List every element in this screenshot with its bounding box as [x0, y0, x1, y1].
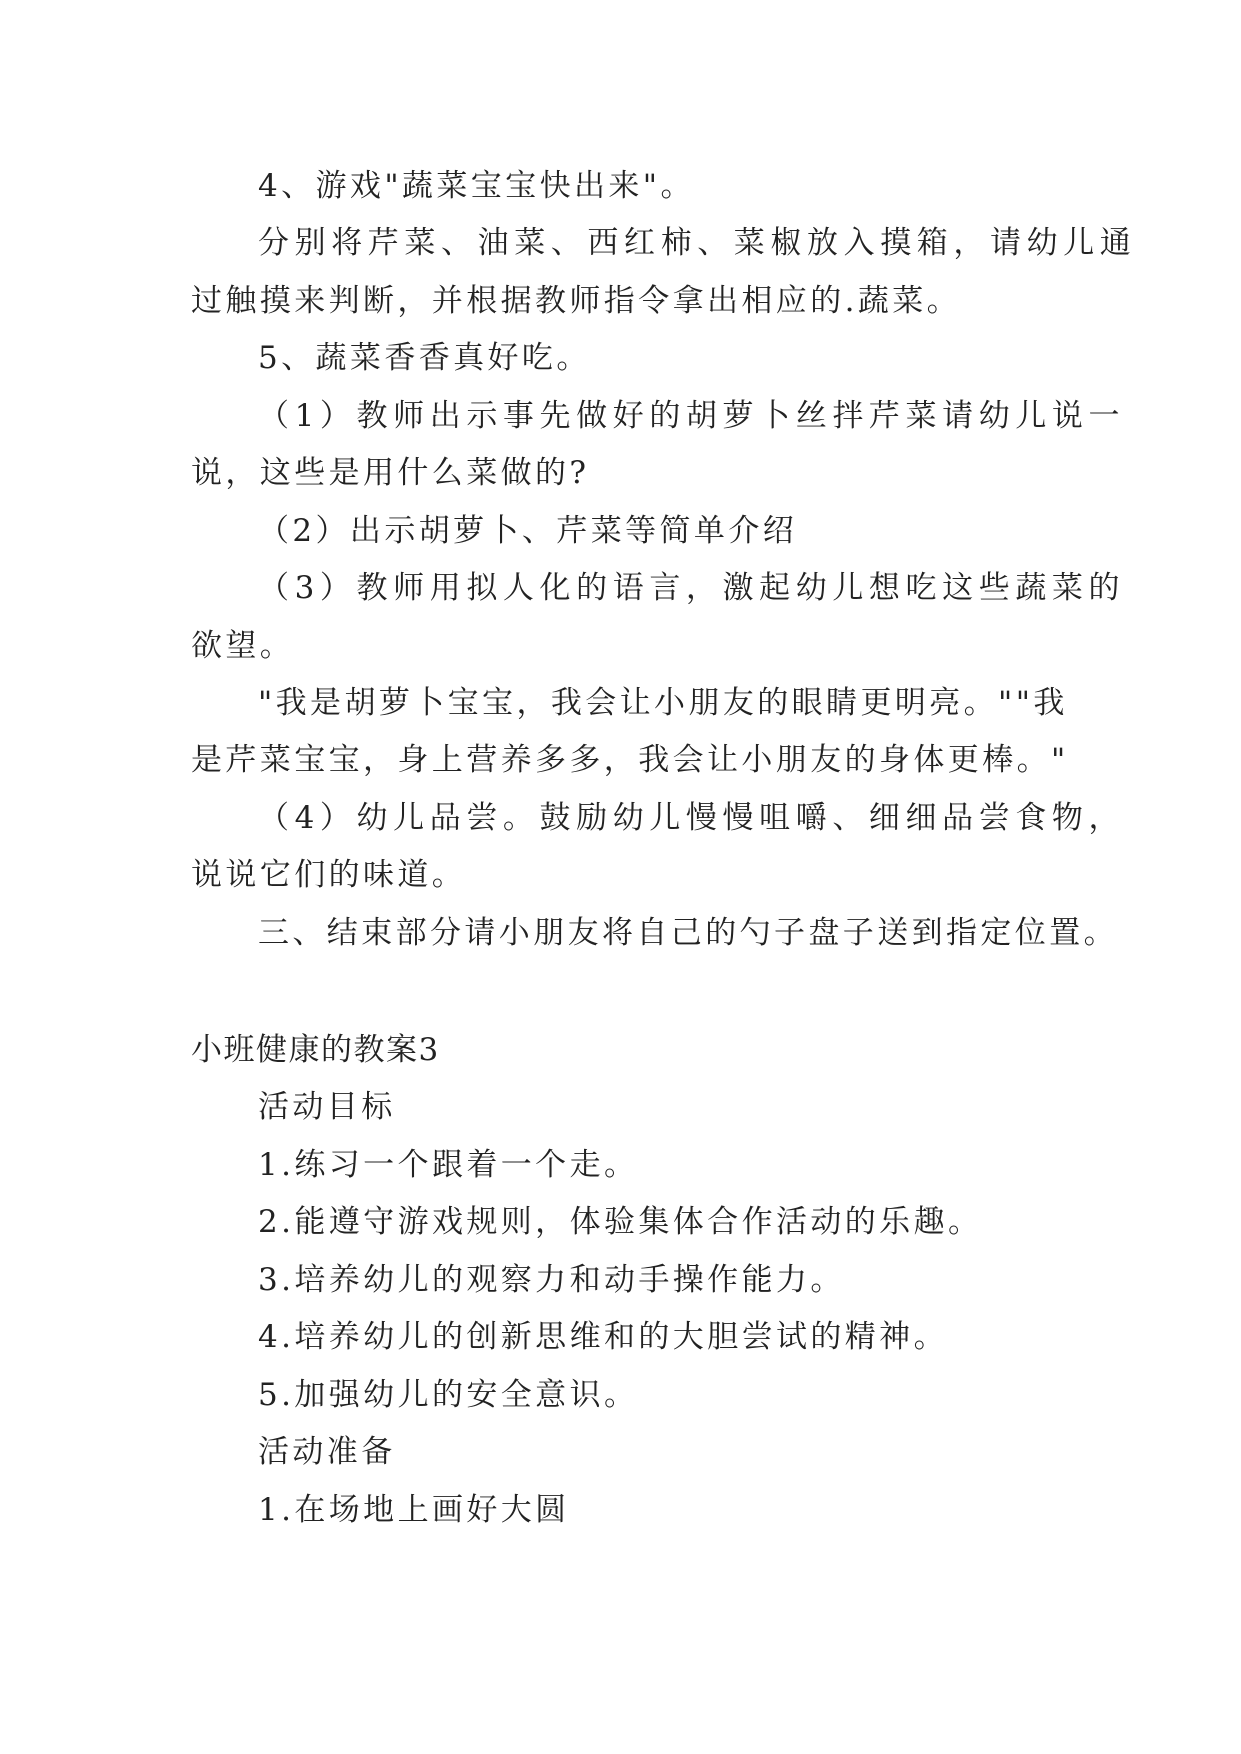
paragraph-line: 说，这些是用什么菜做的? [191, 455, 590, 491]
list-item: 3.培养幼儿的观察力和动手操作能力。 [258, 1262, 845, 1298]
list-item: 1.练习一个跟着一个走。 [258, 1147, 639, 1183]
list-item: 4.培养幼儿的创新思维和的大胆尝试的精神。 [258, 1319, 948, 1355]
paragraph-line: 4、游戏"蔬菜宝宝快出来"。 [258, 168, 695, 204]
paragraph-line: 5、蔬菜香香真好吃。 [258, 340, 591, 376]
paragraph-line: "我是胡萝卜宝宝，我会让小朋友的眼睛更明亮。""我 [258, 685, 1068, 721]
paragraph-line: 说说它们的味道。 [191, 857, 467, 893]
paragraph-line: 欲望。 [191, 628, 295, 664]
section-heading: 活动目标 [258, 1089, 396, 1125]
list-item: 5.加强幼儿的安全意识。 [258, 1377, 639, 1413]
paragraph-line: （4）幼儿品尝。鼓励幼儿慢慢咀嚼、细细品尝食物， [258, 800, 1126, 836]
paragraph-line: （3）教师用拟人化的语言，激起幼儿想吃这些蔬菜的 [258, 570, 1126, 606]
list-item: 2.能遵守游戏规则，体验集体合作活动的乐趣。 [258, 1204, 983, 1240]
paragraph-line: 三、结束部分请小朋友将自己的勺子盘子送到指定位置。 [258, 915, 1118, 951]
paragraph-line: 分别将芹菜、油菜、西红柿、菜椒放入摸箱，请幼儿通 [258, 225, 1137, 261]
section-heading: 活动准备 [258, 1434, 396, 1470]
paragraph-line: （1）教师出示事先做好的胡萝卜丝拌芹菜请幼儿说一 [258, 398, 1126, 434]
paragraph-line: 是芹菜宝宝，身上营养多多，我会让小朋友的身体更棒。" [191, 742, 1069, 778]
paragraph-line: 过触摸来判断，并根据教师指令拿出相应的.蔬菜。 [191, 283, 962, 319]
list-item: 1.在场地上画好大圆 [258, 1492, 570, 1528]
paragraph-line: （2）出示胡萝卜、芹菜等简单介绍 [258, 513, 798, 549]
section-title: 小班健康的教案3 [191, 1032, 440, 1068]
